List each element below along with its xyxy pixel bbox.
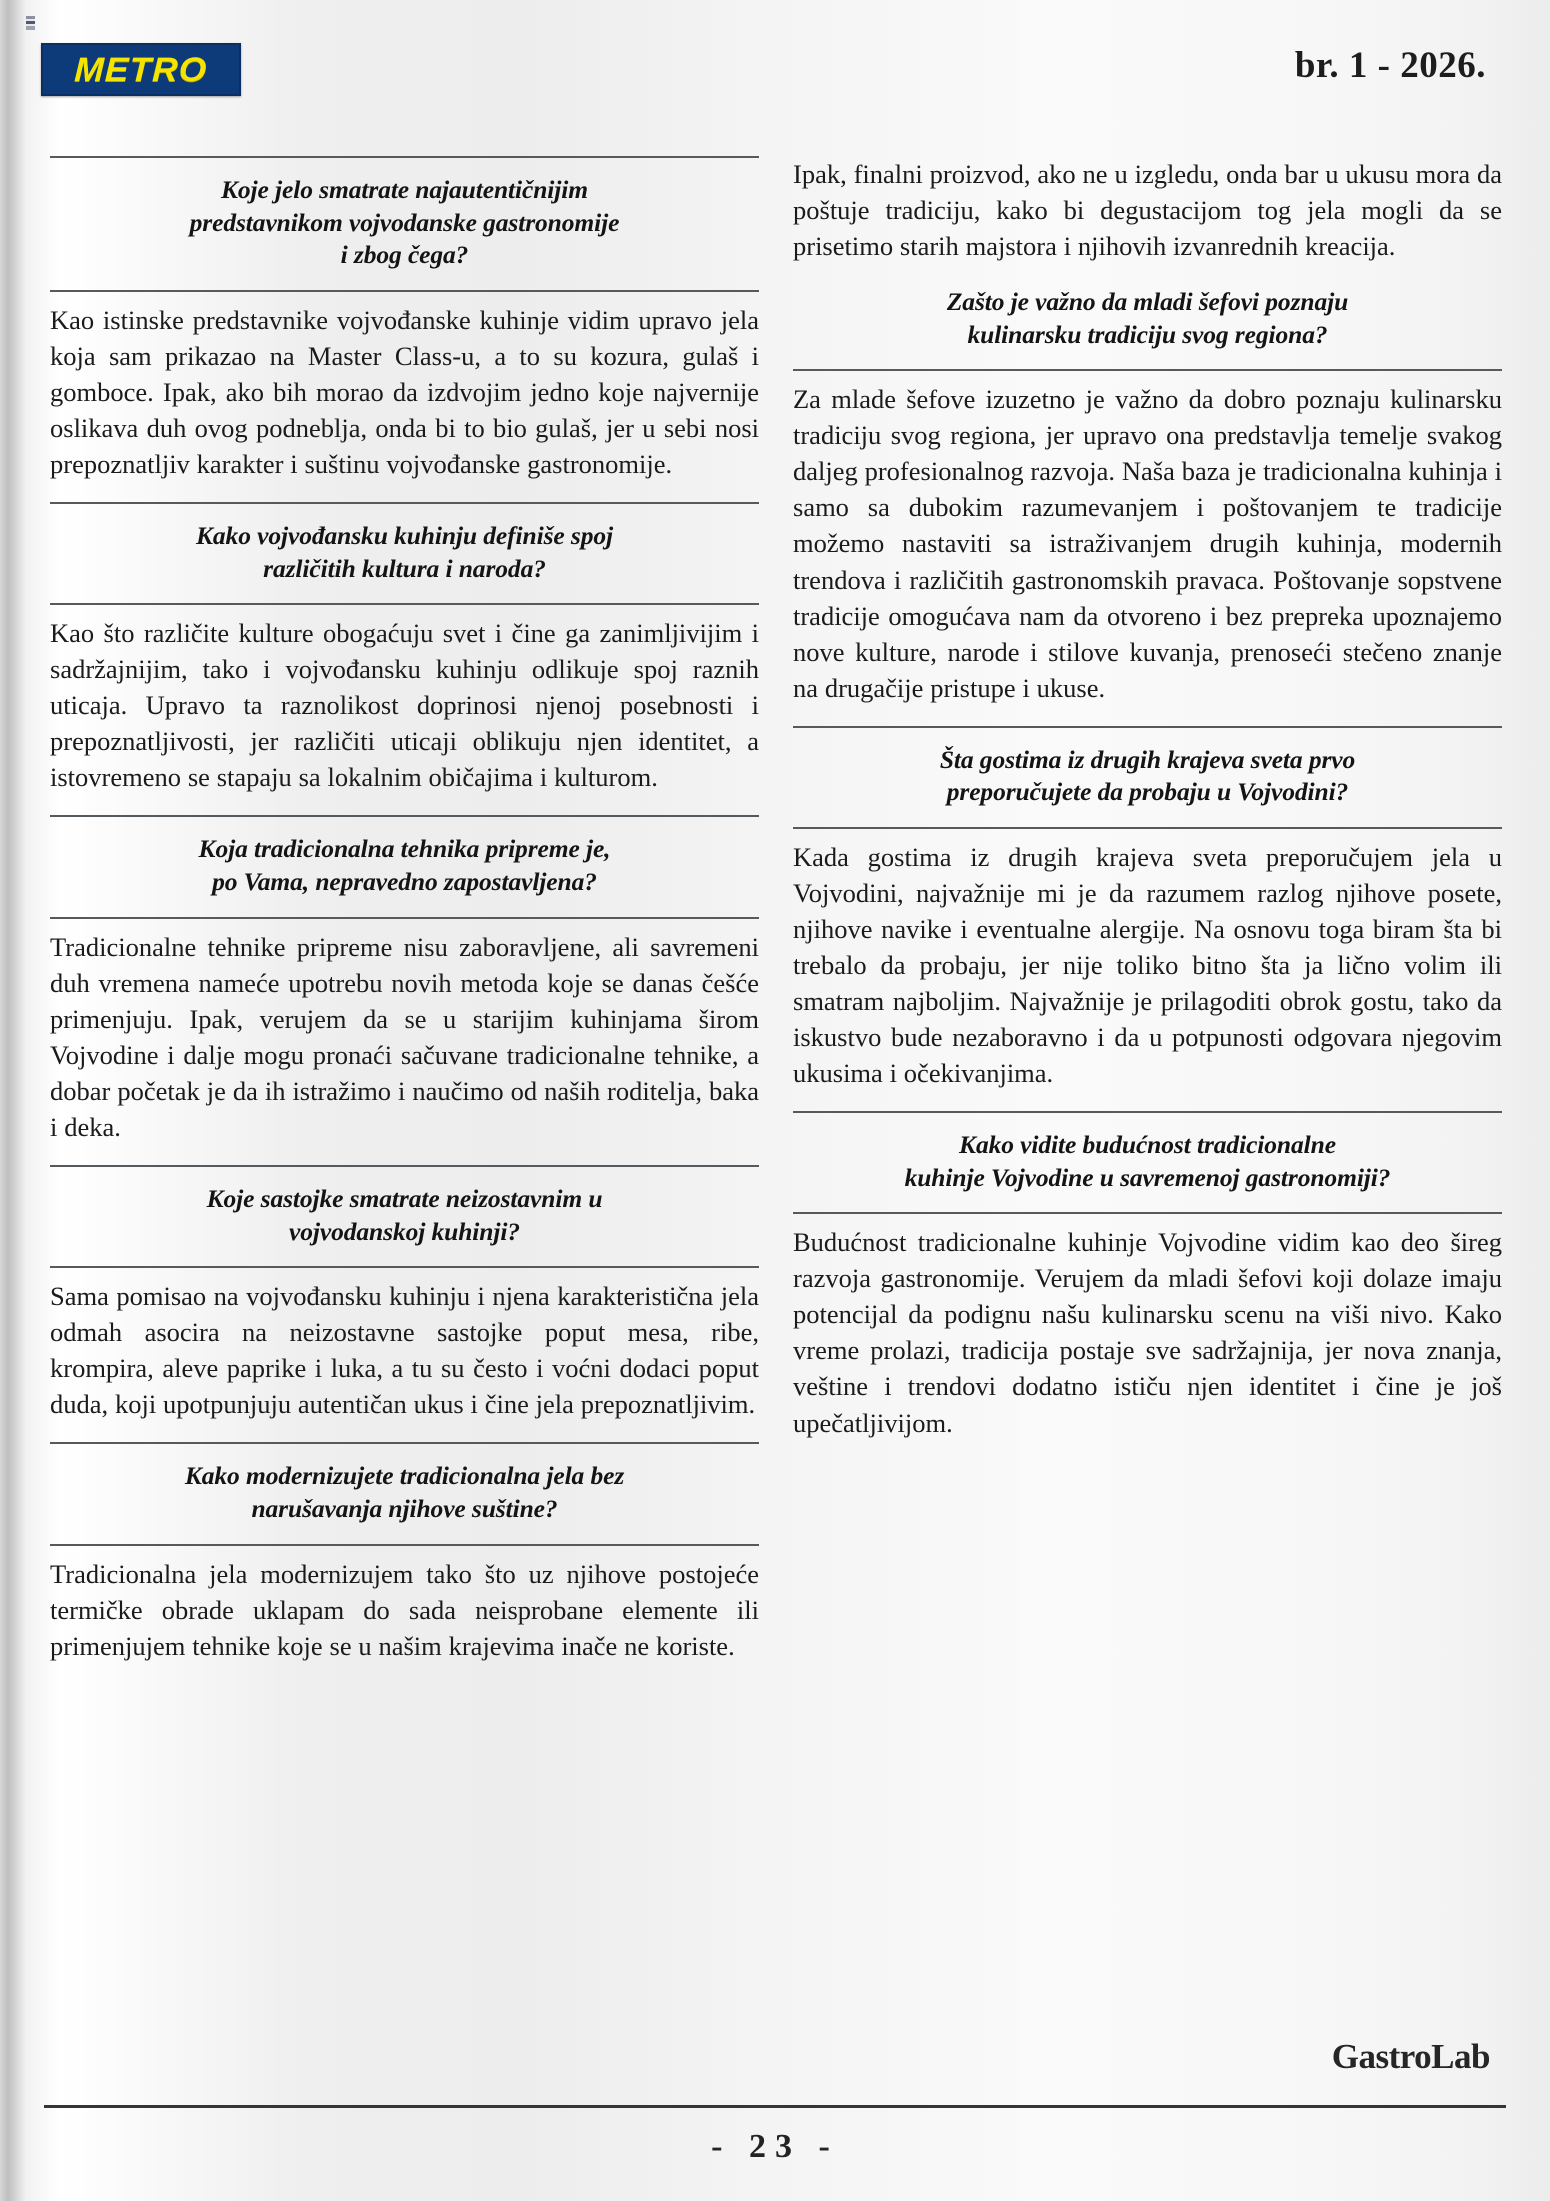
- answer-paragraph: Kada gostima iz drugih krajeva sveta preporučujem jela u Vojvodini, najvažnije mi je da razumem razlog njihove posete, njihove navike i eventualne alergije. Na osnovu toga biram šta bi trebalo da probaju, jer nije toliko bitno šta ja lično volim ili smatram najboljim. Najvažnije je prilagoditi obrok gostu, tako da iskustvo bude nezaboravno i da u potpunosti odgovara njegovim ukusima i očekivanjima.: [793, 841, 1502, 1089]
- qa-block: [50, 156, 759, 482]
- right-column: [793, 156, 1502, 1664]
- heading-line: narušavanja njihove suštine?: [251, 1493, 558, 1523]
- gastrolab-logo: GastroLab: [1331, 2037, 1490, 2076]
- metro-logo-wordmark: METRO: [73, 50, 209, 89]
- heading-line: i zbog čega?: [340, 240, 469, 270]
- qa-block: [793, 284, 1502, 706]
- color-speck-icon: [26, 16, 35, 30]
- heading-line: Koje sastojke smatrate neizostavnim u: [206, 1183, 603, 1213]
- qa-block: [50, 1442, 759, 1663]
- question-heading: [50, 502, 759, 605]
- heading-line: vojvodanskoj kuhinji?: [289, 1216, 520, 1246]
- answer-paragraph: Kao istinske predstavnike vojvođanske kuhinje vidim upravo jela koja sam prikazao na Master Class-u, a to su kozura, gulaš i gomboce. Ipak, ako bih morao da izdvojim jedno koje najvernije oslikava duh ovog podneblja, onda bi to bio gulaš, jer u sebi nosi prepoznatljiv karakter i suštinu vojvođanske gastronomije.: [50, 304, 759, 479]
- answer-paragraph: Tradicionalna jela modernizujem tako što uz njihove postojeće termičke obrade uklapam do sada neisprobane elemente ili primenjujem tehnike koje se u našim krajevima inače ne koriste.: [50, 1558, 759, 1661]
- qa-block: [50, 1165, 759, 1422]
- heading-line: Kako modernizujete tradicionalna jela bez: [184, 1461, 625, 1491]
- heading-line: preporučujete da probaju u Vojvodini?: [946, 777, 1349, 807]
- answer-paragraph: Kao što različite kulture obogaćuju svet i čine ga zanimljivijim i sadržajnijim, tako i vojvođansku kuhinju odlikuje spoj raznih uticaja. Upravo ta raznolikost doprinosi njenoj posebnosti i prepoznatljivosti, jer različiti uticaji oblikuju njen identitet, a istovremeno se stapaju sa lokalnim običajima i kulturom.: [50, 618, 759, 793]
- article-columns: [50, 156, 1502, 1664]
- metro-logo: [41, 43, 241, 96]
- question-heading: [50, 1442, 759, 1545]
- heading-line: Koja tradicionalna tehnika pripreme je,: [198, 834, 611, 864]
- page-number: - 23 -: [711, 2128, 839, 2165]
- heading-line: kuhinje Vojvodine u savremenoj gastronomiji?: [904, 1162, 1391, 1192]
- left-column: [50, 156, 759, 1664]
- answer-paragraph: Tradicionalne tehnike pripreme nisu zaboravljene, ali savremeni duh vremena nameće upotrebu novih metoda koje se danas češće primenjuju. Ipak, verujem da se u starijim kuhinjama širom Vojvodine i dalje mogu pronaći sačuvane tradicionalne tehnike, a dobar početak je da ih istražimo i naučimo od naših roditelja, baka i deka.: [50, 931, 759, 1142]
- heading-line: kulinarsku tradiciju svog regiona?: [967, 319, 1328, 349]
- question-heading: [793, 1111, 1502, 1214]
- qa-block: [793, 1111, 1502, 1440]
- qa-block: [50, 815, 759, 1144]
- heading-line: po Vama, nepravedno zapostavljena?: [212, 867, 597, 897]
- footer-divider: [44, 2105, 1506, 2108]
- heading-line: Kako vidite budućnost tradicionalne: [959, 1130, 1336, 1160]
- heading-line: Šta gostima iz drugih krajeva sveta prvo: [939, 744, 1356, 774]
- question-heading: [50, 156, 759, 292]
- heading-line: različitih kultura i naroda?: [263, 553, 546, 583]
- qa-block: [793, 156, 1502, 264]
- answer-paragraph: Ipak, finalni proizvod, ako ne u izgledu, onda bar u ukusu mora da poštuje tradiciju, kako bi degustacijom tog jela mogli da se prisetimo starih majstora i njihovih izvanrednih kreacija.: [793, 159, 1502, 262]
- answer-paragraph: Sama pomisao na vojvođansku kuhinju i njena karakteristična jela odmah asocira na neizostavne sastojke poput mesa, ribe, krompira, aleve paprike i luka, a tu su često i voćni dodaci poput duda, koji upotpunjuju autentičan ukus i čine jela prepoznatljivim.: [50, 1281, 759, 1420]
- page-header: [0, 0, 1550, 118]
- heading-line: predstavnikom vojvodanske gastronomije: [189, 207, 620, 237]
- question-heading: [793, 284, 1502, 371]
- heading-line: Koje jelo smatrate najautentičnijim: [221, 175, 588, 204]
- answer-paragraph: Za mlade šefove izuzetno je važno da dobro poznaju kulinarsku tradiciju svog regiona, jer upravo ona predstavlja temelje svakog daljeg profesionalnog razvoja. Naša baza je tradicionalna kuhinja i samo sa dubokim razumevanjem i poštovanjem te tradicije možemo nastaviti sa istraživanjem drugih kuhinja, modernih trendova i različitih gastronomskih pravaca. Poštovanje sopstvene tradicije omogućava nam da otvoreno i bez prepreka upoznajemo nove kulture, narode i stilove kuvanja, prenoseći stečeno znanje na drugačije pristupe i ukuse.: [793, 384, 1502, 703]
- qa-block: [50, 502, 759, 795]
- answer-paragraph: Budućnost tradicionalne kuhinje Vojvodine vidim kao deo šireg razvoja gastronomije. Verujem da mladi šefovi koji dolaze imaju potencijal da podignu našu kulinarsku scenu na viši nivo. Kako vreme prolazi, tradicija postaje sve sadržajnija, jer nova znanja, veštine i trendovi dodatno ističu njen identitet i čine je još upečatljivijom.: [793, 1227, 1502, 1438]
- question-heading: [50, 815, 759, 918]
- heading-line: Kako vojvođansku kuhinju definiše spoj: [195, 521, 614, 551]
- heading-line: Zašto je važno da mladi šefovi poznaju: [946, 287, 1349, 317]
- qa-block: [793, 726, 1502, 1091]
- issue-number: br. 1 - 2026.: [1294, 45, 1486, 86]
- question-heading: [793, 726, 1502, 829]
- question-heading: [50, 1165, 759, 1268]
